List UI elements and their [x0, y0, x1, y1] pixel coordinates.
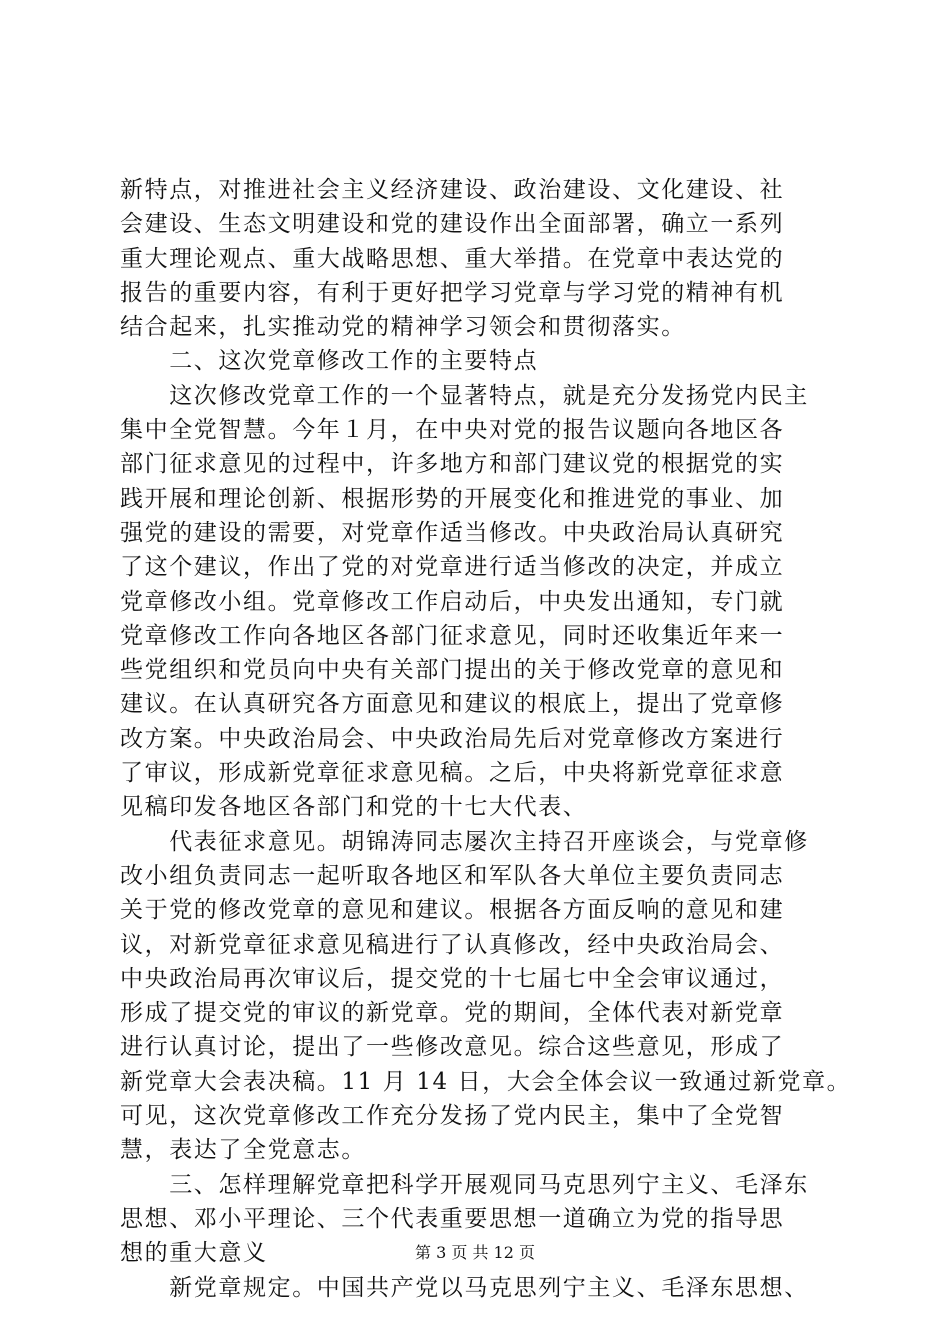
page-footer: 第 3 页 共 12 页 — [415, 1243, 535, 1262]
text-line: 三、怎样理解党章把科学开展观同马克思列宁主义、毛泽东 — [120, 1171, 809, 1198]
text-line: 关于党的修改党章的意见和建议。根据各方面反响的意见和建 — [120, 897, 785, 924]
text-line: 改方案。中央政治局会、中央政治局先后对党章修改方案进行 — [120, 725, 785, 752]
text-line: 二、这次党章修改工作的主要特点 — [120, 348, 539, 375]
text-line: 慧，表达了全党意志。 — [120, 1137, 366, 1164]
text-line: 进行认真讨论，提出了一些修改意见。综合这些意见，形成了 — [120, 1034, 785, 1061]
text-line: 新党章规定。中国共产党以马克思列宁主义、毛泽东思想、 — [120, 1274, 809, 1301]
text-line: 结合起来，扎实推动党的精神学习领会和贯彻落实。 — [120, 314, 686, 341]
text-line: 想的重大意义 — [120, 1240, 268, 1267]
text-line: 建议。在认真研究各方面意见和建议的根底上，提出了党章修 — [120, 691, 785, 718]
text-line: 集中全党智慧。今年１月，在中央对党的报告议题向各地区各 — [120, 417, 785, 444]
text-line: 见稿印发各地区各部门和党的十七大代表、 — [120, 794, 588, 821]
text-line: 思想、邓小平理论、三个代表重要思想一道确立为党的指导思 — [120, 1205, 785, 1232]
text-line: 新党章大会表决稿。11 月 14 日，大会全体会议一致通过新党章。 — [120, 1068, 852, 1095]
text-line: 代表征求意见。胡锦涛同志屡次主持召开座谈会，与党章修 — [120, 828, 809, 855]
text-line: 可见，这次党章修改工作充分发扬了党内民主，集中了全党智 — [120, 1103, 785, 1130]
text-line: 会建设、生态文明建设和党的建设作出全面部署，确立一系列 — [120, 211, 785, 238]
text-line: 强党的建设的需要，对党章作适当修改。中央政治局认真研究 — [120, 519, 785, 546]
text-line: 践开展和理论创新、根据形势的开展变化和推进党的事业、加 — [120, 485, 785, 512]
text-line: 党章修改工作向各地区各部门征求意见，同时还收集近年来一 — [120, 622, 785, 649]
text-line: 部门征求意见的过程中，许多地方和部门建议党的根据党的实 — [120, 451, 785, 478]
text-line: 报告的重要内容，有利于更好把学习党章与学习党的精神有机 — [120, 279, 785, 306]
text-line: 新特点，对推进社会主义经济建设、政治建设、文化建设、社 — [120, 177, 785, 203]
text-line: 议，对新党章征求意见稿进行了认真修改，经中央政治局会、 — [120, 931, 785, 958]
text-line: 了审议，形成新党章征求意见稿。之后，中央将新党章征求意 — [120, 760, 785, 787]
text-line: 这次修改党章工作的一个显著特点，就是充分发扬党内民主 — [120, 382, 809, 409]
text-line: 党章修改小组。党章修改工作启动后，中央发出通知，专门就 — [120, 588, 785, 615]
text-line: 了这个建议，作出了党的对党章进行适当修改的决定，并成立 — [120, 554, 785, 581]
body-text — [120, 173, 852, 1305]
text-line: 中央政治局再次审议后，提交党的十七届七中全会审议通过， — [120, 965, 785, 992]
text-line: 改小组负责同志一起听取各地区和军队各大单位主要负责同志 — [120, 862, 785, 889]
text-line: 重大理论观点、重大战略思想、重大举措。在党章中表达党的 — [120, 245, 785, 272]
text-line: 形成了提交党的审议的新党章。党的期间，全体代表对新党章 — [120, 1000, 785, 1027]
text-line: 些党组织和党员向中央有关部门提出的关于修改党章的意见和 — [120, 657, 785, 684]
